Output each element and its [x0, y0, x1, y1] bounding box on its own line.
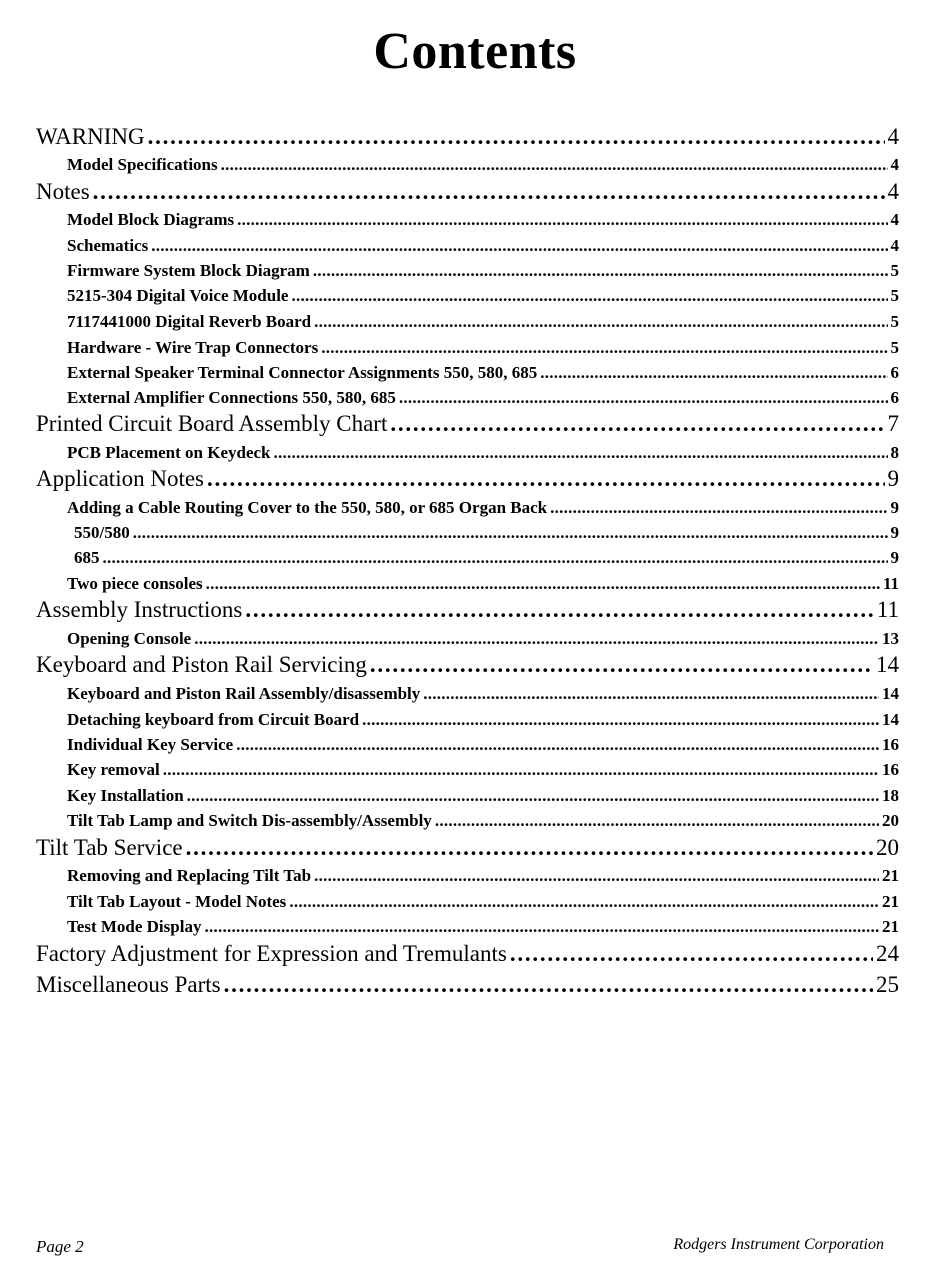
toc-entry-two-piece-consoles[interactable]: [36, 574, 899, 594]
toc-page-number: 7: [887, 411, 899, 436]
dot-leader: [163, 760, 879, 780]
dot-leader: [370, 652, 873, 678]
toc-entry-firmware-system-block-diagram[interactable]: [36, 261, 899, 281]
toc-entry-label: WARNING: [36, 124, 145, 149]
dot-leader: [291, 286, 887, 306]
toc-entry-speaker-terminal-connector[interactable]: [36, 363, 899, 383]
toc-page-number: 16: [882, 760, 899, 779]
toc-entry-model-specifications[interactable]: [36, 155, 899, 175]
toc-page-number: 4: [887, 124, 899, 149]
page-title: Contents: [373, 23, 577, 80]
dot-leader: [237, 210, 887, 230]
dot-leader: [206, 574, 880, 594]
dot-leader: [399, 388, 888, 408]
dot-leader: [148, 124, 885, 150]
toc-entry-label: Adding a Cable Routing Cover to the 550, 580, or 685 Organ Back: [67, 498, 548, 517]
dot-leader: [224, 972, 873, 998]
toc-entry-label: 5215-304 Digital Voice Module: [67, 286, 289, 305]
toc-entry-label: Schematics: [67, 236, 149, 255]
toc-page-number: 21: [882, 866, 899, 885]
dot-leader: [423, 684, 879, 704]
dot-leader: [510, 941, 873, 967]
toc-entry-individual-key-service[interactable]: [36, 735, 899, 755]
toc-entry-detaching-keyboard[interactable]: [36, 710, 899, 730]
toc-entry-label: Opening Console: [67, 629, 192, 648]
toc-entry-label: 550/580: [74, 523, 130, 542]
toc-entry-pcb-placement[interactable]: [36, 443, 899, 463]
dot-leader: [133, 523, 888, 543]
toc-page-number: 24: [876, 941, 899, 966]
dot-leader: [103, 548, 888, 568]
toc-entry-label: External Speaker Terminal Connector Assignments 550, 580, 685: [67, 363, 538, 382]
toc-entry-assembly-instructions[interactable]: [36, 597, 899, 623]
toc-page-number: 14: [882, 684, 899, 703]
toc-entry-label: Tilt Tab Service: [36, 835, 183, 860]
toc-page-number: 9: [887, 466, 899, 491]
toc-page-number: 20: [876, 835, 899, 860]
dot-leader: [314, 312, 887, 332]
toc-page-number: 4: [887, 179, 899, 204]
toc-page-number: 9: [890, 498, 899, 517]
toc-entry-key-removal[interactable]: [36, 760, 899, 780]
toc-entry-label: External Amplifier Connections 550, 580, 685: [67, 388, 396, 407]
toc-page-number: 14: [882, 710, 899, 729]
toc-entry-tilt-tab-layout[interactable]: [36, 892, 899, 912]
toc-entry-label: Detaching keyboard from Circuit Board: [67, 710, 360, 729]
toc-entry-label: Two piece consoles: [67, 574, 203, 593]
toc-entry-label: Test Mode Display: [67, 917, 202, 936]
toc-entry-keyboard-piston-rail[interactable]: [36, 652, 899, 678]
toc-entry-schematics[interactable]: [36, 236, 899, 256]
toc-page-number: 21: [882, 892, 899, 911]
toc-entry-label: Model Block Diagrams: [67, 210, 235, 229]
footer-publisher: Rodgers Instrument Corporation: [673, 1236, 884, 1253]
toc-entry-tilt-tab-service[interactable]: [36, 835, 899, 861]
toc-entry-label: Tilt Tab Lamp and Switch Dis-assembly/Assembly: [67, 811, 432, 830]
toc-page-number: 25: [876, 972, 899, 997]
dot-leader: [435, 811, 879, 831]
toc-entry-key-installation[interactable]: [36, 786, 899, 806]
toc-page-number: 5: [890, 261, 899, 280]
toc-entry-notes[interactable]: [36, 179, 899, 205]
toc-entry-label: Miscellaneous Parts: [36, 972, 221, 997]
toc-page-number: 8: [890, 443, 899, 462]
toc-entry-label: Application Notes: [36, 466, 204, 491]
table-of-contents: [36, 0, 899, 1000]
toc-page-number: 16: [882, 735, 899, 754]
toc-page-number: 11: [882, 574, 899, 593]
toc-page-number: 21: [882, 917, 899, 936]
dot-leader: [245, 597, 873, 623]
toc-page-number: 4: [890, 155, 899, 174]
toc-entry-550-580[interactable]: [36, 523, 899, 543]
dot-leader: [289, 892, 879, 912]
toc-entry-model-block-diagrams[interactable]: [36, 210, 899, 230]
dot-leader: [274, 443, 888, 463]
toc-entry-label: Keyboard and Piston Rail Servicing: [36, 652, 367, 677]
toc-entry-keyboard-assembly[interactable]: [36, 684, 899, 704]
dot-leader: [390, 411, 884, 437]
dot-leader: [236, 735, 879, 755]
toc-entry-685[interactable]: [36, 548, 899, 568]
toc-entry-cable-routing-cover[interactable]: [36, 498, 899, 518]
dot-leader: [186, 835, 873, 861]
toc-entry-label: Model Specifications: [67, 155, 218, 174]
dot-leader: [93, 179, 885, 205]
toc-entry-label: Notes: [36, 179, 90, 204]
toc-entry-label: Hardware - Wire Trap Connectors: [67, 338, 319, 357]
toc-entry-label: Key removal: [67, 760, 160, 779]
toc-page-number: 11: [876, 597, 899, 622]
toc-page-number: 5: [890, 312, 899, 331]
dot-leader: [187, 786, 879, 806]
toc-entry-label: Assembly Instructions: [36, 597, 243, 622]
toc-entry-label: Key Installation: [67, 786, 184, 805]
toc-entry-digital-voice-module[interactable]: [36, 286, 899, 306]
toc-page-number: 6: [890, 363, 899, 382]
toc-entry-opening-console[interactable]: [36, 629, 899, 649]
toc-page-number: 9: [890, 523, 899, 542]
dot-leader: [321, 338, 887, 358]
toc-page-number: 5: [890, 338, 899, 357]
dot-leader: [550, 498, 887, 518]
toc-entry-label: Factory Adjustment for Expression and Tremulants: [36, 941, 507, 966]
toc-entry-external-amplifier-connections[interactable]: [36, 388, 899, 408]
toc-page-number: 9: [890, 548, 899, 567]
toc-entry-pcb-assembly-chart[interactable]: [36, 411, 899, 437]
toc-entry-warning[interactable]: [36, 124, 899, 150]
toc-entry-wire-trap-connectors[interactable]: [36, 338, 899, 358]
dot-leader: [314, 866, 879, 886]
toc-entry-label: Keyboard and Piston Rail Assembly/disassembly: [67, 684, 421, 703]
toc-page-number: 20: [882, 811, 899, 830]
toc-page-number: 14: [876, 652, 899, 677]
toc-entry-label: Printed Circuit Board Assembly Chart: [36, 411, 388, 436]
toc-entry-label: PCB Placement on Keydeck: [67, 443, 271, 462]
toc-entry-tilt-tab-lamp[interactable]: [36, 811, 899, 831]
toc-entry-miscellaneous-parts[interactable]: [36, 972, 899, 998]
dot-leader: [540, 363, 887, 383]
dot-leader: [207, 466, 885, 492]
toc-entry-label: Firmware System Block Diagram: [67, 261, 310, 280]
toc-entry-test-mode-display[interactable]: [36, 917, 899, 937]
toc-entry-factory-adjustment[interactable]: [36, 941, 899, 967]
toc-entry-label: Removing and Replacing Tilt Tab: [67, 866, 312, 885]
toc-entry-label: Individual Key Service: [67, 735, 234, 754]
footer-page-number: Page 2: [36, 1237, 84, 1256]
toc-page-number: 4: [890, 236, 899, 255]
dot-leader: [194, 629, 879, 649]
toc-page-number: 18: [882, 786, 899, 805]
toc-entry-label: Tilt Tab Layout - Model Notes: [67, 892, 287, 911]
toc-page-number: 4: [890, 210, 899, 229]
toc-entry-label: 685: [74, 548, 100, 567]
toc-entry-removing-tilt-tab[interactable]: [36, 866, 899, 886]
toc-entry-application-notes[interactable]: [36, 466, 899, 492]
toc-entry-digital-reverb-board[interactable]: [36, 312, 899, 332]
toc-page-number: 6: [890, 388, 899, 407]
toc-page-number: 5: [890, 286, 899, 305]
dot-leader: [362, 710, 879, 730]
dot-leader: [204, 917, 879, 937]
dot-leader: [151, 236, 887, 256]
dot-leader: [221, 155, 888, 175]
toc-page-number: 13: [882, 629, 899, 648]
toc-entry-label: 7117441000 Digital Reverb Board: [67, 312, 312, 331]
dot-leader: [313, 261, 888, 281]
